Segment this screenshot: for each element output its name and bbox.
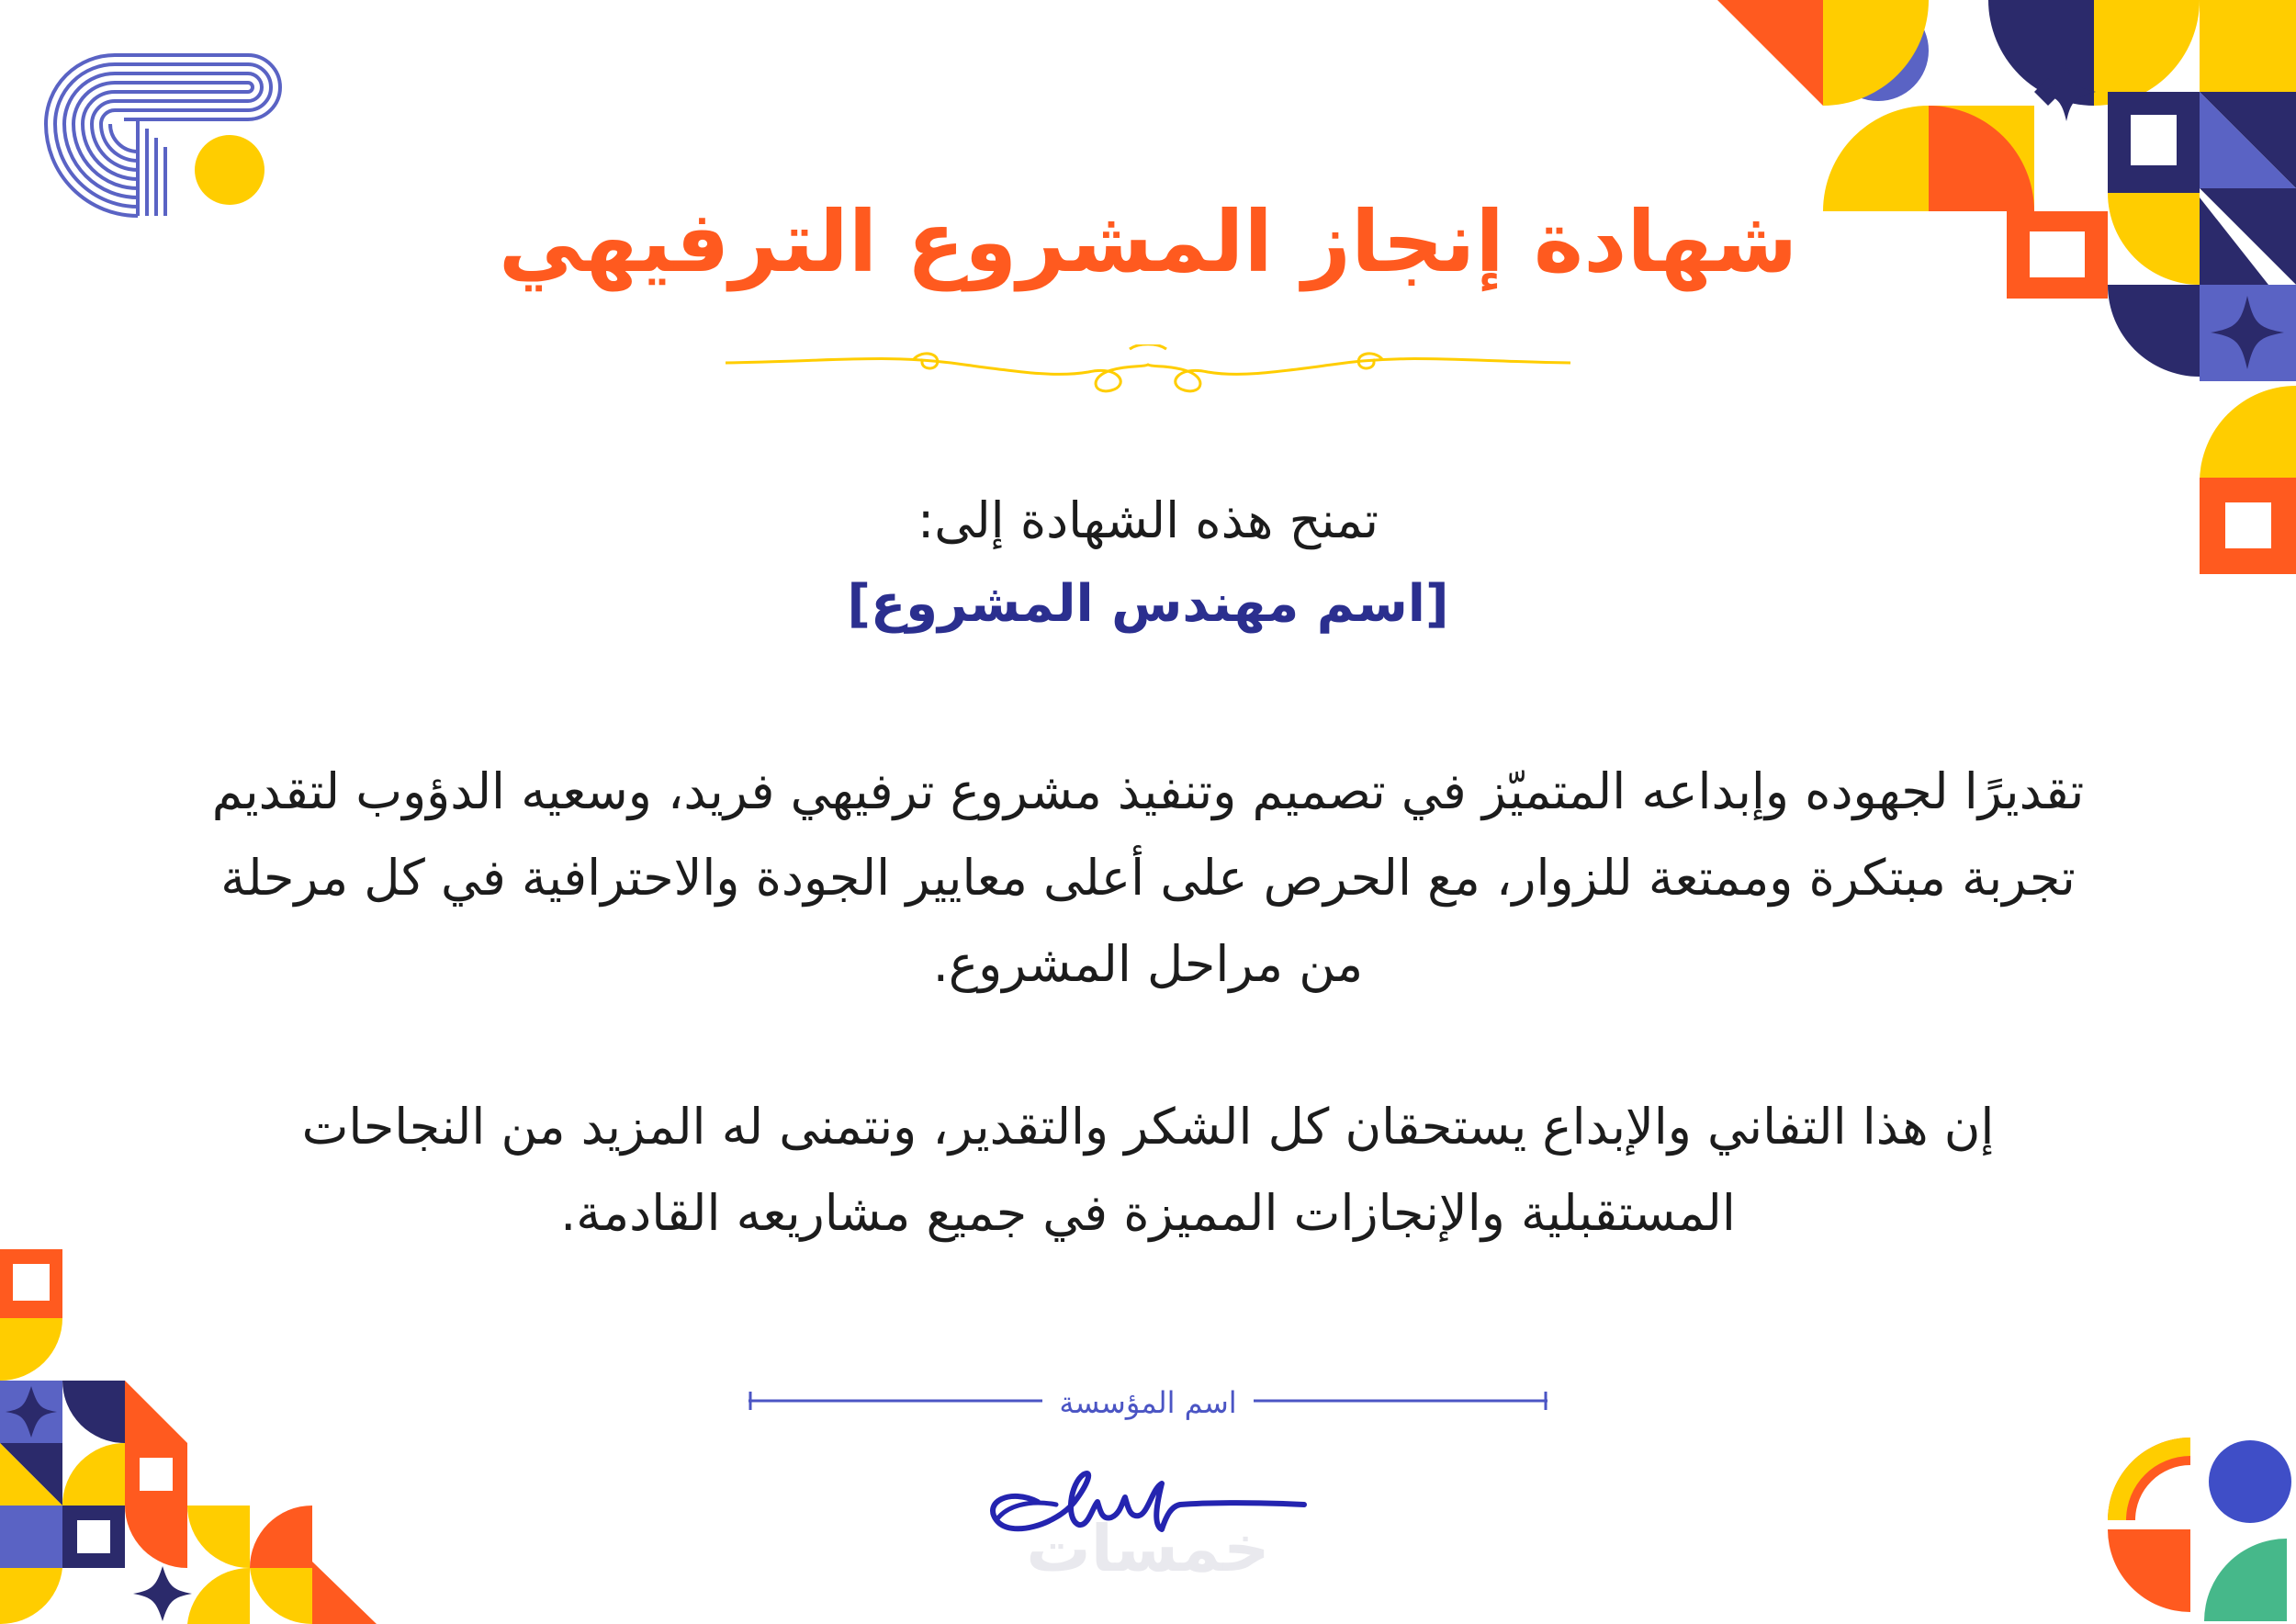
handwritten-signature-icon (974, 1451, 1322, 1562)
appreciation-paragraph: تقديرًا لجهوده وإبداعه المتميّز في تصميم وتنفيذ مشروع ترفيهي فريد، وسعيه الدؤوب لتقديم تجربة مبتكرة وممتعة للزوار، مع الحرص على أعلى معايير الجودة والاحترافية في كل مرحلة من مراحل المشروع. (211, 762, 2085, 993)
watermark-text: خمسات (1026, 1511, 1270, 1586)
certificate-title: شهادة إنجاز المشروع الترفيهي (498, 193, 1798, 291)
recipient-name: [اسم مهندس المشروع] (847, 574, 1449, 634)
bottom-left-geometric-decoration (0, 1249, 377, 1624)
granted-to-label: تمنح هذه الشهادة إلى: (917, 491, 1379, 549)
decorative-flourish (726, 344, 1570, 409)
wishes-paragraph: إن هذا التفاني والإبداع يستحقان كل الشكر والتقدير، ونتمنى له المزيد من النجاحات المستقبلية والإنجازات المميزة في جميع مشاريعه القادمة. (301, 1098, 1995, 1242)
organization-name-text: اسم المؤسسة (1042, 1385, 1253, 1420)
bottom-right-geometric-decoration (2099, 1428, 2296, 1624)
